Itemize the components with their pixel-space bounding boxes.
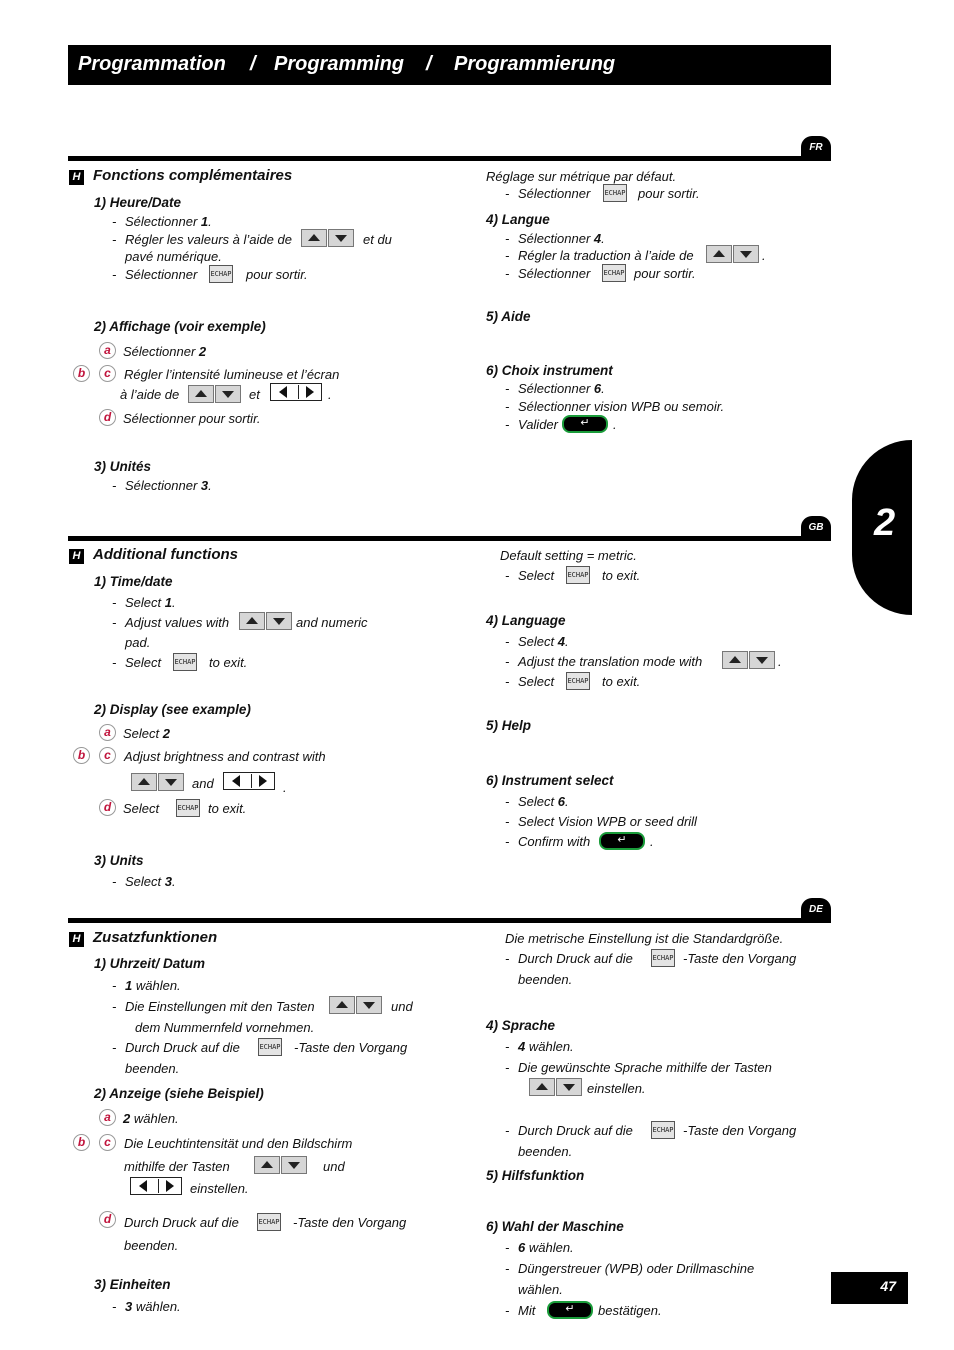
lang-badge-de: DE <box>801 898 831 920</box>
page-number: 47 <box>831 1272 908 1304</box>
enter-key-icon: ↵ <box>599 832 645 850</box>
section-rule <box>68 156 831 161</box>
up-down-keys-icon <box>239 612 291 630</box>
marker-b: b <box>73 365 90 382</box>
up-down-keys-icon <box>722 651 774 669</box>
marker-b: b <box>73 1134 90 1151</box>
de-s2-heading: 2) Anzeige (siehe Beispiel) <box>94 1086 264 1101</box>
echap-key-icon: ECHAP <box>566 672 590 690</box>
header-title-de: Programmierung <box>454 53 616 75</box>
marker-d: d <box>99 409 116 426</box>
up-down-keys-icon <box>301 229 353 247</box>
echap-key-icon: ECHAP <box>209 265 233 283</box>
echap-key-icon: ECHAP <box>257 1213 281 1231</box>
enter-key-icon: ↵ <box>547 1301 593 1319</box>
header-title-fr: Programmation <box>78 53 226 75</box>
gb-s1-heading: 1) Time/date <box>94 574 173 589</box>
fr-s4-heading: 4) Langue <box>486 212 550 227</box>
echap-key-icon: ECHAP <box>566 566 590 584</box>
marker-a: a <box>99 724 116 741</box>
page-header <box>68 45 831 85</box>
up-down-keys-icon <box>254 1156 306 1174</box>
echap-key-icon: ECHAP <box>258 1038 282 1056</box>
echap-key-icon: ECHAP <box>176 799 200 817</box>
up-down-keys-icon <box>706 245 758 263</box>
fr-s1-heading: 1) Heure/Date <box>94 195 182 210</box>
echap-key-icon: ECHAP <box>173 653 197 671</box>
gb-s5-heading: 5) Help <box>486 718 532 733</box>
gb-s3-heading: 3) Units <box>94 853 144 868</box>
left-right-keys-icon <box>223 772 275 790</box>
up-down-keys-icon <box>131 773 183 791</box>
section-title-fr: Fonctions complémentaires <box>93 167 293 184</box>
de-s6-heading: 6) Wahl der Maschine <box>486 1219 624 1234</box>
de-s4-heading: 4) Sprache <box>486 1018 556 1033</box>
marker-d: d <box>99 1211 116 1228</box>
header-sep: / <box>250 53 256 75</box>
section-h-icon: H <box>69 932 84 947</box>
echap-key-icon: ECHAP <box>651 949 675 967</box>
echap-key-icon: ECHAP <box>651 1121 675 1139</box>
section-title-gb: Additional functions <box>93 546 238 563</box>
de-s1-heading: 1) Uhrzeit/ Datum <box>94 956 206 971</box>
fr-s6-heading: 6) Choix instrument <box>486 363 613 378</box>
fr-s2-heading: 2) Affichage (voir exemple) <box>94 319 266 334</box>
chapter-tab: 2 <box>852 440 912 615</box>
header-sep: / <box>426 53 432 75</box>
lang-badge-gb: GB <box>801 516 831 538</box>
up-down-keys-icon <box>329 996 381 1014</box>
enter-key-icon: ↵ <box>562 415 608 433</box>
section-rule <box>68 536 831 541</box>
section-rule <box>68 918 831 923</box>
left-right-keys-icon <box>270 383 322 401</box>
marker-b: b <box>73 747 90 764</box>
lang-badge-fr: FR <box>801 136 831 158</box>
echap-key-icon: ECHAP <box>602 264 626 282</box>
marker-a: a <box>99 1109 116 1126</box>
de-s5-heading: 5) Hilfsfunktion <box>486 1168 585 1183</box>
header-title-gb: Programming <box>274 53 405 75</box>
gb-s2-heading: 2) Display (see example) <box>94 702 251 717</box>
section-title-de: Zusatzfunktionen <box>93 929 218 946</box>
marker-c: c <box>99 365 116 382</box>
marker-c: c <box>99 1134 116 1151</box>
fr-s3-heading: 3) Unités <box>94 459 152 474</box>
marker-d: d <box>99 799 116 816</box>
gb-s6-heading: 6) Instrument select <box>486 773 614 788</box>
up-down-keys-icon <box>188 385 240 403</box>
section-h-icon: H <box>69 549 84 564</box>
left-right-keys-icon <box>130 1177 182 1195</box>
de-s3-heading: 3) Einheiten <box>94 1277 171 1292</box>
gb-s4-heading: 4) Language <box>486 613 566 628</box>
section-h-icon: H <box>69 170 84 185</box>
marker-c: c <box>99 747 116 764</box>
fr-s5-heading: 5) Aide <box>486 309 531 324</box>
marker-a: a <box>99 342 116 359</box>
up-down-keys-icon <box>529 1078 581 1096</box>
echap-key-icon: ECHAP <box>603 184 627 202</box>
